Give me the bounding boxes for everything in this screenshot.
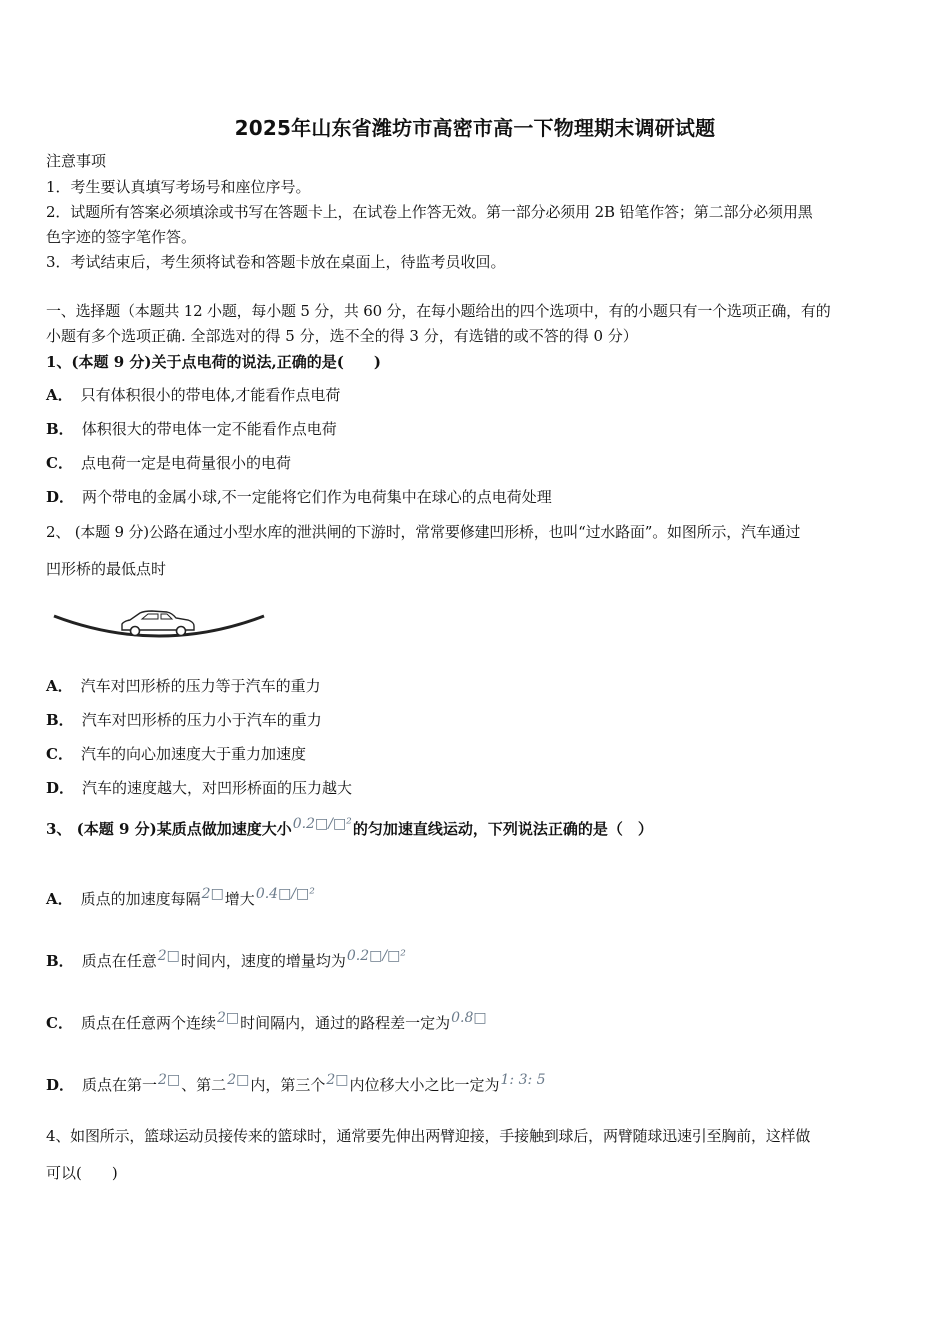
notice-item-2-cont: 色字迹的签字笔作答。 [46,228,197,246]
option-text: 汽车的向心加速度大于重力加速度 [80,745,306,763]
option-text: 质点的加速度每隔 [80,890,201,908]
option-formula: 2□ [326,1072,349,1088]
option-label: C． [46,1014,73,1032]
option-text: 内位移大小之比一定为 [349,1076,500,1094]
option-text: 汽车的速度越大，对凹形桥面的压力越大 [82,779,353,797]
option-formula: 2□ [201,886,224,902]
section-intro-line-1: 一、选择题（本题共 12 小题，每小题 5 分，共 60 分，在每小题给出的四个选项中，有的小题只有一个选项正确，有的 [46,302,831,320]
option-text: 内，第三个 [250,1076,326,1094]
q4-stem-line-2: 可以( ) [46,1164,118,1182]
section-intro-line-2: 小题有多个选项正确. 全部选对的得 5 分，选不全的得 3 分，有选错的或不答的得 0 分） [46,327,638,345]
option-label: D． [46,779,75,797]
q3-option-d [46,1072,908,1099]
q2-stem-line-2: 凹形桥的最低点时 [46,560,167,578]
q1-option-c [46,450,908,476]
notice-heading: 注意事项 [46,152,107,170]
option-formula: 1: 3: 5 [500,1072,546,1088]
option-formula: 2□ [216,1010,240,1026]
exam-title: 2025年山东省潍坊市高密市高一下物理期末调研试题 [234,116,716,140]
q2-option-a [46,673,908,699]
q2-option-b [46,707,908,733]
option-label: D． [46,488,75,506]
option-text: 质点在任意两个连续 [80,1014,216,1032]
option-label: B． [46,952,74,970]
option-text: 汽车对凹形桥的压力小于汽车的重力 [81,711,322,729]
option-text: 质点在任意 [81,952,157,970]
q3-stem-text-b: 的匀加速直线运动，下列说法正确的是（ ） [352,820,653,838]
q2-option-d [46,775,908,801]
q3-stem-text-a: 3、 (本题 9 分)某质点做加速度大小 [46,820,292,838]
option-label: C． [46,745,73,763]
q1-stem: 1、(本题 9 分)关于点电荷的说法,正确的是( ) [46,353,381,371]
car-icon [122,611,194,636]
q1-option-b [46,416,908,442]
option-text: 只有体积很小的带电体,才能看作点电荷 [80,386,341,404]
option-text: 点电荷一定是电荷量很小的电荷 [80,454,291,472]
q3-option-a [46,886,908,913]
option-text: 增大 [224,890,255,908]
q3-option-c [46,1010,908,1037]
q1-option-d [46,484,908,510]
notice-item-1: 1．考生要认真填写考场号和座位序号。 [46,178,311,196]
option-text: 时间内，速度的增量均为 [180,952,346,970]
option-formula: 0.2□/□² [346,948,406,964]
option-formula: 0.8□ [451,1010,487,1026]
option-formula: 2□ [227,1072,250,1088]
option-text: 时间隔内，通过的路程差一定为 [240,1014,451,1032]
q3-option-b [46,948,908,975]
option-formula: 2□ [158,1072,181,1088]
q3-stem [46,816,908,843]
q3-stem-formula: 0.2□/□² [292,816,352,832]
option-text: 体积很大的带电体一定不能看作点电荷 [81,420,337,438]
q4-stem-line-1: 4、如图所示，篮球运动员接传来的篮球时，通常要先伸出两臂迎接，手接触到球后，两臂随球迅速引至胸前，这样做 [46,1127,811,1145]
notice-item-2: 2．试题所有答案必须填涂或书写在答题卡上，在试卷上作答无效。第一部分必须用 2B 铅笔作答；第二部分必须用黑 [46,203,813,221]
q1-option-a [46,382,908,408]
q2-option-c [46,741,908,767]
q2-stem-line-1: 2、 (本题 9 分)公路在通过小型水库的泄洪闸的下游时，常常要修建凹形桥，也叫“过水路面”。如图所示，汽车通过 [46,523,801,541]
option-text: 汽车对凹形桥的压力等于汽车的重力 [80,677,321,695]
option-label: D． [46,1076,75,1094]
option-label: A． [46,677,73,695]
option-label: A． [46,890,73,908]
option-text: 两个带电的金属小球,不一定能将它们作为电荷集中在球心的点电荷处理 [82,488,552,506]
option-formula: 0.4□/□² [255,886,315,902]
option-label: A． [46,386,73,404]
concave-bridge-car-figure [52,604,267,642]
option-text: 、第二 [181,1076,227,1094]
option-label: B． [46,420,74,438]
notice-item-3: 3．考试结束后，考生须将试卷和答题卡放在桌面上，待监考员收回。 [46,253,506,271]
option-text: 质点在第一 [82,1076,158,1094]
option-formula: 2□ [157,948,180,964]
option-label: B． [46,711,74,729]
option-label: C． [46,454,73,472]
